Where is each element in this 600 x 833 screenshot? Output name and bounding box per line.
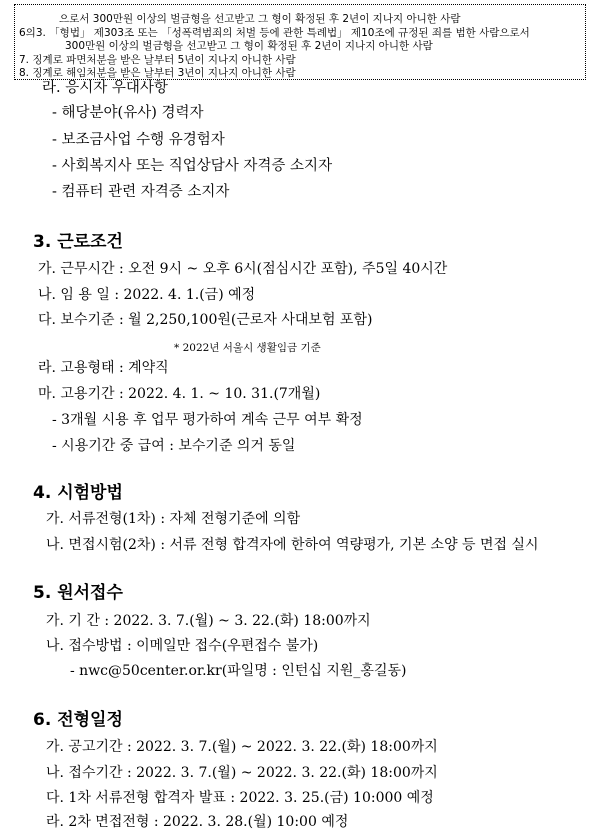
- notice-line: 7. 징계로 파면처분을 받은 날부터 5년이 지나지 아니한 사람: [19, 54, 296, 66]
- work-hours: 가. 근무시간 : 오전 9시 ~ 오후 6시(점심시간 포함), 주5일 40시간: [38, 261, 448, 277]
- first-result-date: 다. 1차 서류전형 합격자 발표 : 2022. 3. 25.(금) 10:000 예정: [46, 790, 434, 806]
- interview-method: 나. 면접시험(2차) : 서류 전형 합격자에 한하여 역량평가, 기본 소양 등 면접 실시: [46, 537, 539, 553]
- preference-item: - 보조금사업 수행 유경험자: [52, 132, 225, 148]
- hire-date: 나. 임 용 일 : 2022. 4. 1.(금) 예정: [38, 287, 256, 303]
- period-note: - 시용기간 중 급여 : 보수기준 의거 동일: [52, 438, 296, 454]
- notice-box: [14, 4, 586, 80]
- announcement-period: 가. 공고기간 : 2022. 3. 7.(월) ~ 2022. 3. 22.(화) 18:00까지: [46, 739, 438, 755]
- section-heading-schedule: 6. 전형일정: [33, 710, 123, 730]
- notice-line: 6의3. 「형법」 제303조 또는 「성폭력범죄의 처벌 등에 관한 특례법」 제10조에 규정된 죄를 범한 사람으로서: [19, 27, 530, 39]
- application-email: - nwc@50center.or.kr(파일명 : 인턴십 지원_홍길동): [70, 663, 407, 679]
- employment-period: 마. 고용기간 : 2022. 4. 1. ~ 10. 31.(7개월): [38, 386, 321, 402]
- section-heading-exam-method: 4. 시험방법: [33, 483, 123, 503]
- notice-line: 으로서 300만원 이상의 벌금형을 선고받고 그 형이 확정된 후 2년이 지나지 아니한 사람: [59, 13, 461, 25]
- interview-date: 라. 2차 면접전형 : 2022. 3. 28.(월) 10:00 예정: [46, 814, 349, 830]
- notice-line: 8. 징계로 해임처분을 받은 날부터 3년이 지나지 아니한 사람: [19, 67, 296, 79]
- pay-note: * 2022년 서울시 생활임금 기준: [174, 342, 321, 354]
- section-heading-work-conditions: 3. 근로조건: [33, 232, 123, 252]
- application-method: 나. 접수방법 : 이메일만 접수(우편접수 불가): [46, 638, 319, 654]
- document-screening: 가. 서류전형(1차) : 자체 전형기준에 의함: [46, 511, 301, 527]
- preference-item: - 해당분야(유사) 경력자: [52, 105, 204, 121]
- application-period: 가. 기 간 : 2022. 3. 7.(월) ~ 3. 22.(화) 18:00까지: [46, 613, 371, 629]
- preference-title: 라. 응시자 우대사항: [42, 80, 168, 96]
- receipt-period: 나. 접수기간 : 2022. 3. 7.(월) ~ 2022. 3. 22.(화) 18:00까지: [46, 765, 438, 781]
- employment-type: 라. 고용형태 : 계약직: [38, 360, 169, 376]
- section-heading-application: 5. 원서접수: [33, 583, 123, 603]
- notice-line: 300만원 이상의 벌금형을 선고받고 그 형이 확정된 후 2년이 지나지 아니한 사람: [65, 40, 433, 52]
- preference-item: - 컴퓨터 관련 자격증 소지자: [52, 184, 230, 200]
- period-note: - 3개월 시용 후 업무 평가하여 계속 근무 여부 확정: [52, 412, 363, 428]
- preference-item: - 사회복지사 또는 직업상담사 자격증 소지자: [52, 158, 333, 174]
- pay-standard: 다. 보수기준 : 월 2,250,100원(근로자 사대보험 포함): [38, 312, 373, 328]
